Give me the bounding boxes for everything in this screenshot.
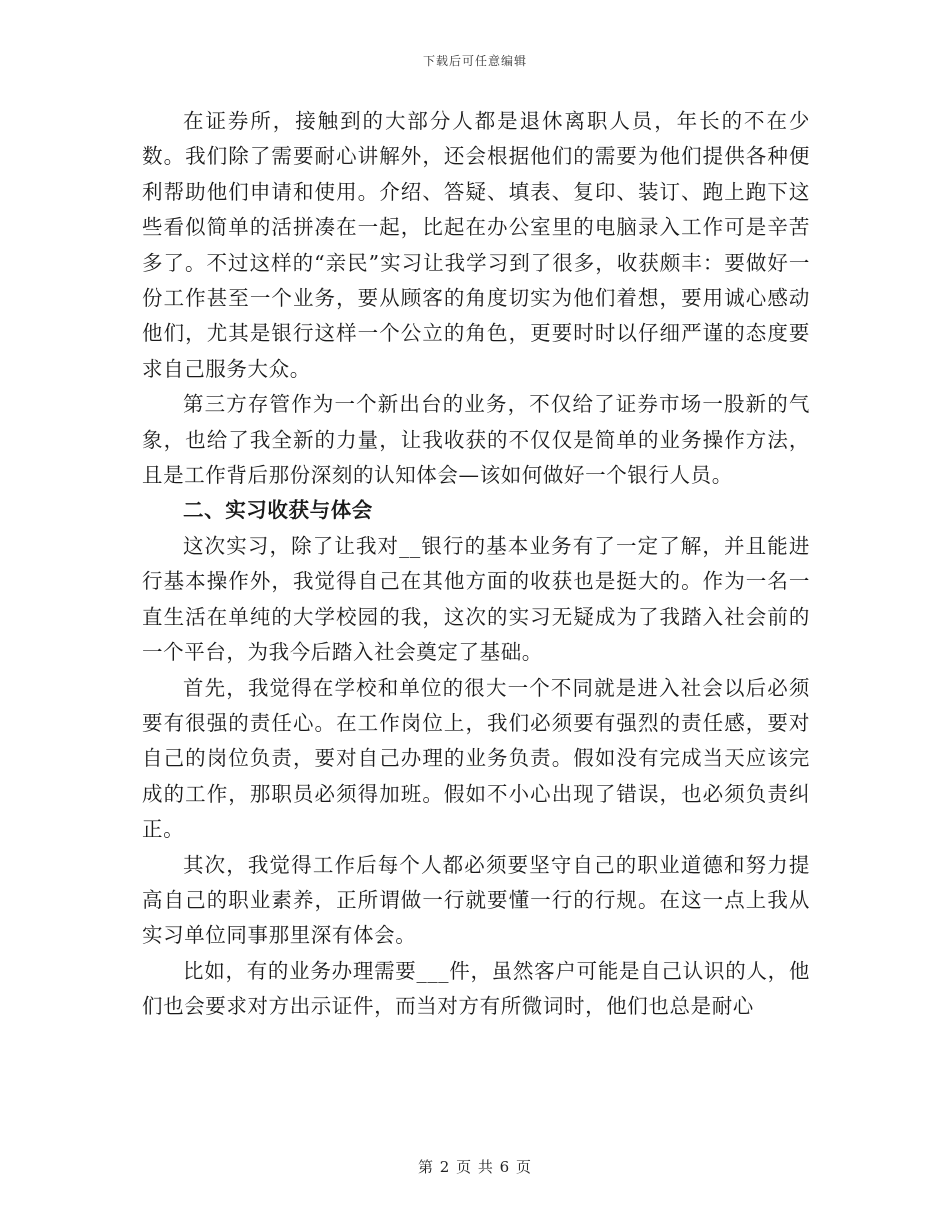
paragraph-responsibility: 首先，我觉得在学校和单位的很大一个不同就是进入社会以后必须要有很强的责任心。在工作岗位上，我们必须要有强烈的责任感，要对自己的岗位负责，要对自己办理的业务负责。假如没有完成当天应该完成的工作，那职员必须得加班。假如不小心出现了错误，也必须负责纠正。	[142, 675, 810, 842]
paragraph-example: 比如，有的业务办理需要___件，虽然客户可能是自己认识的人，他们也会要求对方出示证件，而当对方有所微词时，他们也总是耐心	[142, 958, 810, 1019]
paragraph-securities-office: 在证券所，接触到的大部分人都是退休离职人员，年长的不在少数。我们除了需要耐心讲解外，还会根据他们的需要为他们提供各种便利帮助他们申请和使用。介绍、答疑、填表、复印、装订、跑上跑下这些看似简单的活拼凑在一起，比起在办公室里的电脑录入工作可是辛苦多了。不过这样的“亲民”实习让我学习到了很多，收获颇丰：要做好一份工作甚至一个业务，要从顾客的角度切实为他们着想，要用诚心感动他们，尤其是银行这样一个公立的角色，更要时时以仔细严谨的态度要求自己服务大众。	[142, 109, 810, 381]
paragraph-third-party-custody: 第三方存管作为一个新出台的业务，不仅给了证券市场一股新的气象，也给了我全新的力量，让我收获的不仅仅是简单的业务操作方法，且是工作背后那份深刻的认知体会—该如何做好一个银行人员。	[142, 392, 810, 488]
paragraph-internship-summary: 这次实习，除了让我对__银行的基本业务有了一定了解，并且能进行基本操作外，我觉得自己在其他方面的收获也是挺大的。作为一名一直生活在单纯的大学校园的我，这次的实习无疑成为了我踏入社会前的一个平台，为我今后踏入社会奠定了基础。	[142, 533, 810, 665]
document-body	[142, 104, 810, 1025]
page-number-footer: 第 2 页 共 6 页	[418, 1158, 532, 1176]
section-heading: 二、实习收获与体会	[183, 498, 373, 523]
paragraph-professional-ethics: 其次，我觉得工作后每个人都必须要坚守自己的职业道德和努力提高自己的职业素养，正所谓做一行就要懂一行的行规。在这一点上我从实习单位同事那里深有体会。	[142, 852, 810, 948]
page-header: 下载后可任意编辑	[422, 54, 527, 68]
